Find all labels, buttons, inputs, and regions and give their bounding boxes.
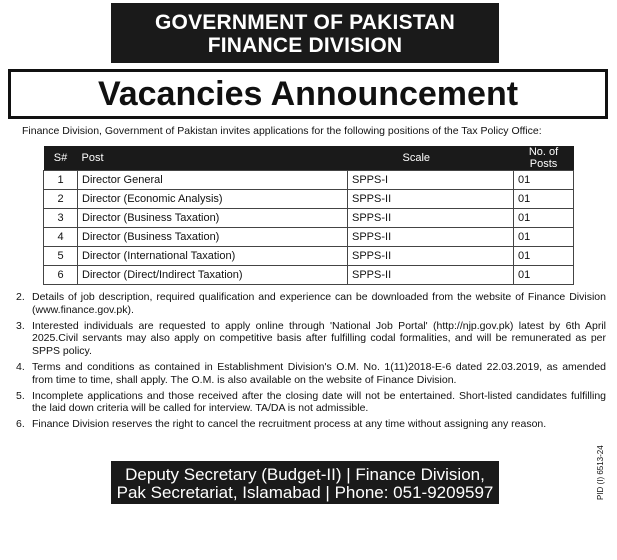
list-item <box>16 418 606 431</box>
table-row <box>44 209 574 228</box>
cell-sno: 2 <box>44 190 78 209</box>
cell-sno: 6 <box>44 266 78 285</box>
cell-post: Director (International Taxation) <box>78 247 348 266</box>
table-row <box>44 171 574 190</box>
cell-scale: SPPS-II <box>348 209 514 228</box>
pid-code: PID (I) 6513-24 <box>596 445 605 500</box>
cell-scale: SPPS-II <box>348 247 514 266</box>
item-text: Interested individuals are requested to apply online through 'National Job Portal' (http://njp.gov.pk) latest by 6th April 2025.Civil servants may also apply on competitive basis after fulfilling codal formalities, and will be remunerated as per SPPS policy. <box>32 319 606 358</box>
col-header-scale: Scale <box>348 146 514 171</box>
header-banner <box>111 3 499 63</box>
header-line-1: GOVERNMENT OF PAKISTAN <box>155 11 455 34</box>
item-number: 6. <box>16 418 25 431</box>
list-item <box>16 320 606 358</box>
footer-line-2: Pak Secretariat, Islamabad | Phone: 051-9209597 <box>116 483 494 502</box>
cell-post: Director (Business Taxation) <box>78 209 348 228</box>
conditions-list <box>16 291 606 434</box>
col-header-sno: S# <box>44 146 78 171</box>
cell-sno: 5 <box>44 247 78 266</box>
cell-sno: 1 <box>44 171 78 190</box>
item-number: 3. <box>16 319 25 332</box>
table-row <box>44 247 574 266</box>
item-text: Details of job description, required qualification and experience can be downloaded from the website of Finance Division (www.finance.gov.pk). <box>32 291 606 316</box>
cell-sno: 4 <box>44 228 78 247</box>
col-header-posts: No. of Posts <box>514 146 574 171</box>
cell-post: Director General <box>78 171 348 190</box>
cell-posts: 01 <box>514 209 574 228</box>
cell-scale: SPPS-II <box>348 190 514 209</box>
cell-post: Director (Economic Analysis) <box>78 190 348 209</box>
table-row <box>44 266 574 285</box>
table-header-row <box>44 146 574 171</box>
cell-posts: 01 <box>514 228 574 247</box>
cell-scale: SPPS-I <box>348 171 514 190</box>
list-item <box>16 390 606 416</box>
table-row <box>44 228 574 247</box>
cell-posts: 01 <box>514 266 574 285</box>
list-item <box>16 291 606 317</box>
cell-posts: 01 <box>514 247 574 266</box>
item-number: 5. <box>16 389 25 402</box>
footer-line-1: Deputy Secretary (Budget-II) | Finance Division, <box>125 465 485 484</box>
col-header-post: Post <box>78 146 348 171</box>
header-line-2: FINANCE DIVISION <box>207 34 403 57</box>
item-number: 2. <box>16 291 25 303</box>
table-row <box>44 190 574 209</box>
page-title: Vacancies Announcement <box>8 69 608 119</box>
cell-post: Director (Business Taxation) <box>78 228 348 247</box>
item-number: 4. <box>16 360 25 373</box>
cell-scale: SPPS-II <box>348 228 514 247</box>
item-text: Finance Division reserves the right to cancel the recruitment process at any time without assigning any reason. <box>32 418 547 431</box>
cell-post: Director (Direct/Indirect Taxation) <box>78 266 348 285</box>
footer-banner <box>111 461 499 504</box>
cell-posts: 01 <box>514 190 574 209</box>
intro-text: Finance Division, Government of Pakistan invites applications for the following positions of the Tax Policy Office: <box>22 125 542 137</box>
vacancies-table <box>43 146 574 285</box>
item-text: Terms and conditions as contained in Establishment Division's O.M. No. 1(11)2018-E-6 dated 22.03.2019, as amended from time to time, shall apply. The O.M. is also available on the website of Finance Division. <box>32 360 606 386</box>
cell-scale: SPPS-II <box>348 266 514 285</box>
cell-posts: 01 <box>514 171 574 190</box>
cell-sno: 3 <box>44 209 78 228</box>
list-item <box>16 361 606 387</box>
item-text: Incomplete applications and those received after the closing date will not be entertained. Short-listed candidates fulfilling the laid down criteria will be called for interview. TA/DA is not admissible. <box>32 389 606 415</box>
